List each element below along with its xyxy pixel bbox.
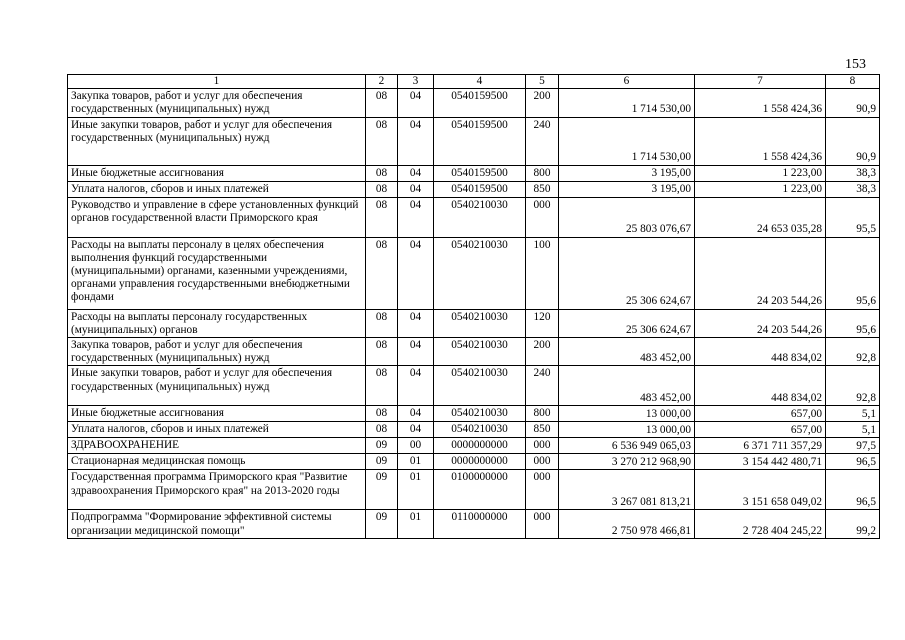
column-header: 6 bbox=[559, 75, 695, 89]
cell-name: Иные бюджетные ассигнования bbox=[68, 165, 366, 181]
cell-subsection: 04 bbox=[398, 181, 434, 197]
cell-name: Уплата налогов, сборов и иных платежей bbox=[68, 422, 366, 438]
cell-section: 09 bbox=[366, 510, 398, 539]
cell-planned: 483 452,00 bbox=[559, 366, 695, 406]
table-row bbox=[68, 454, 880, 470]
cell-target-article: 0540210030 bbox=[434, 309, 526, 337]
cell-expense-type: 000 bbox=[526, 454, 559, 470]
cell-target-article: 0000000000 bbox=[434, 438, 526, 454]
cell-expense-type: 850 bbox=[526, 422, 559, 438]
table-row bbox=[68, 438, 880, 454]
cell-name: Подпрограмма "Формирование эффективной системы организации медицинской помощи" bbox=[68, 510, 366, 539]
cell-planned: 2 750 978 466,81 bbox=[559, 510, 695, 539]
cell-planned: 6 536 949 065,03 bbox=[559, 438, 695, 454]
cell-section: 09 bbox=[366, 454, 398, 470]
cell-subsection: 04 bbox=[398, 338, 434, 366]
cell-name: Стационарная медицинская помощь bbox=[68, 454, 366, 470]
cell-percent: 96,5 bbox=[826, 470, 880, 510]
cell-expense-type: 000 bbox=[526, 510, 559, 539]
cell-subsection: 04 bbox=[398, 89, 434, 117]
cell-percent: 38,3 bbox=[826, 165, 880, 181]
table-row bbox=[68, 89, 880, 117]
cell-expense-type: 200 bbox=[526, 89, 559, 117]
cell-name: ЗДРАВООХРАНЕНИЕ bbox=[68, 438, 366, 454]
cell-subsection: 01 bbox=[398, 454, 434, 470]
column-header: 4 bbox=[434, 75, 526, 89]
column-header: 1 bbox=[68, 75, 366, 89]
cell-target-article: 0110000000 bbox=[434, 510, 526, 539]
table-row bbox=[68, 181, 880, 197]
cell-name: Расходы на выплаты персоналу в целях обеспечения выполнения функций государственными (муниципальными) органами, казенными учреждениями, органами управления государственными внебюджетными фондами bbox=[68, 237, 366, 309]
cell-name: Уплата налогов, сборов и иных платежей bbox=[68, 181, 366, 197]
cell-section: 08 bbox=[366, 165, 398, 181]
cell-executed: 448 834,02 bbox=[695, 338, 826, 366]
cell-target-article: 0100000000 bbox=[434, 470, 526, 510]
cell-expense-type: 000 bbox=[526, 197, 559, 237]
cell-section: 09 bbox=[366, 470, 398, 510]
cell-executed: 24 203 544,26 bbox=[695, 309, 826, 337]
column-header: 7 bbox=[695, 75, 826, 89]
cell-section: 08 bbox=[366, 406, 398, 422]
cell-target-article: 0540210030 bbox=[434, 422, 526, 438]
cell-name: Расходы на выплаты персоналу государственных (муниципальных) органов bbox=[68, 309, 366, 337]
cell-planned: 3 195,00 bbox=[559, 181, 695, 197]
cell-expense-type: 120 bbox=[526, 309, 559, 337]
cell-subsection: 04 bbox=[398, 366, 434, 406]
cell-subsection: 01 bbox=[398, 510, 434, 539]
cell-percent: 95,5 bbox=[826, 197, 880, 237]
cell-planned: 483 452,00 bbox=[559, 338, 695, 366]
table-row bbox=[68, 117, 880, 165]
cell-executed: 1 223,00 bbox=[695, 165, 826, 181]
cell-target-article: 0000000000 bbox=[434, 454, 526, 470]
cell-executed: 657,00 bbox=[695, 422, 826, 438]
table-row bbox=[68, 338, 880, 366]
table-row bbox=[68, 510, 880, 539]
cell-name: Иные закупки товаров, работ и услуг для обеспечения государственных (муниципальных) нужд bbox=[68, 117, 366, 165]
cell-subsection: 04 bbox=[398, 117, 434, 165]
cell-percent: 96,5 bbox=[826, 454, 880, 470]
cell-executed: 6 371 711 357,29 bbox=[695, 438, 826, 454]
cell-percent: 95,6 bbox=[826, 309, 880, 337]
cell-executed: 657,00 bbox=[695, 406, 826, 422]
cell-subsection: 04 bbox=[398, 237, 434, 309]
cell-planned: 3 267 081 813,21 bbox=[559, 470, 695, 510]
cell-section: 08 bbox=[366, 197, 398, 237]
cell-percent: 92,8 bbox=[826, 338, 880, 366]
cell-executed: 24 203 544,26 bbox=[695, 237, 826, 309]
cell-planned: 3 270 212 968,90 bbox=[559, 454, 695, 470]
cell-expense-type: 200 bbox=[526, 338, 559, 366]
table-row bbox=[68, 165, 880, 181]
cell-percent: 90,9 bbox=[826, 89, 880, 117]
cell-target-article: 0540159500 bbox=[434, 117, 526, 165]
cell-section: 08 bbox=[366, 89, 398, 117]
budget-table bbox=[67, 74, 880, 539]
cell-executed: 1 558 424,36 bbox=[695, 89, 826, 117]
page-number: 153 bbox=[845, 57, 866, 72]
column-header: 8 bbox=[826, 75, 880, 89]
column-header: 2 bbox=[366, 75, 398, 89]
cell-executed: 2 728 404 245,22 bbox=[695, 510, 826, 539]
cell-percent: 99,2 bbox=[826, 510, 880, 539]
cell-executed: 3 151 658 049,02 bbox=[695, 470, 826, 510]
cell-target-article: 0540159500 bbox=[434, 165, 526, 181]
cell-executed: 1 223,00 bbox=[695, 181, 826, 197]
cell-subsection: 01 bbox=[398, 470, 434, 510]
cell-section: 08 bbox=[366, 237, 398, 309]
cell-section: 09 bbox=[366, 438, 398, 454]
table-row bbox=[68, 309, 880, 337]
cell-name: Закупка товаров, работ и услуг для обеспечения государственных (муниципальных) нужд bbox=[68, 89, 366, 117]
table-body bbox=[68, 89, 880, 539]
cell-percent: 97,5 bbox=[826, 438, 880, 454]
table-row bbox=[68, 366, 880, 406]
cell-planned: 3 195,00 bbox=[559, 165, 695, 181]
column-header: 3 bbox=[398, 75, 434, 89]
cell-percent: 5,1 bbox=[826, 406, 880, 422]
cell-planned: 25 306 624,67 bbox=[559, 309, 695, 337]
cell-executed: 448 834,02 bbox=[695, 366, 826, 406]
cell-executed: 24 653 035,28 bbox=[695, 197, 826, 237]
cell-expense-type: 240 bbox=[526, 366, 559, 406]
cell-target-article: 0540159500 bbox=[434, 89, 526, 117]
table-row bbox=[68, 237, 880, 309]
cell-percent: 90,9 bbox=[826, 117, 880, 165]
cell-subsection: 04 bbox=[398, 309, 434, 337]
cell-percent: 95,6 bbox=[826, 237, 880, 309]
cell-expense-type: 800 bbox=[526, 165, 559, 181]
cell-percent: 92,8 bbox=[826, 366, 880, 406]
cell-target-article: 0540159500 bbox=[434, 181, 526, 197]
cell-target-article: 0540210030 bbox=[434, 366, 526, 406]
cell-target-article: 0540210030 bbox=[434, 197, 526, 237]
cell-name: Иные бюджетные ассигнования bbox=[68, 406, 366, 422]
cell-section: 08 bbox=[366, 309, 398, 337]
cell-planned: 25 306 624,67 bbox=[559, 237, 695, 309]
cell-section: 08 bbox=[366, 366, 398, 406]
cell-name: Иные закупки товаров, работ и услуг для обеспечения государственных (муниципальных) нужд bbox=[68, 366, 366, 406]
cell-percent: 5,1 bbox=[826, 422, 880, 438]
cell-section: 08 bbox=[366, 117, 398, 165]
cell-target-article: 0540210030 bbox=[434, 406, 526, 422]
cell-percent: 38,3 bbox=[826, 181, 880, 197]
cell-planned: 1 714 530,00 bbox=[559, 89, 695, 117]
cell-name: Государственная программа Приморского края "Развитие здравоохранения Приморского края" на 2013-2020 годы bbox=[68, 470, 366, 510]
cell-planned: 13 000,00 bbox=[559, 406, 695, 422]
cell-expense-type: 000 bbox=[526, 438, 559, 454]
table-header-row bbox=[68, 75, 880, 89]
cell-target-article: 0540210030 bbox=[434, 237, 526, 309]
cell-section: 08 bbox=[366, 181, 398, 197]
cell-name: Закупка товаров, работ и услуг для обеспечения государственных (муниципальных) нужд bbox=[68, 338, 366, 366]
cell-section: 08 bbox=[366, 338, 398, 366]
cell-subsection: 00 bbox=[398, 438, 434, 454]
cell-expense-type: 240 bbox=[526, 117, 559, 165]
table-row bbox=[68, 406, 880, 422]
cell-executed: 3 154 442 480,71 bbox=[695, 454, 826, 470]
cell-name: Руководство и управление в сфере установленных функций органов государственной власти Приморского края bbox=[68, 197, 366, 237]
cell-expense-type: 100 bbox=[526, 237, 559, 309]
cell-subsection: 04 bbox=[398, 406, 434, 422]
cell-expense-type: 800 bbox=[526, 406, 559, 422]
cell-section: 08 bbox=[366, 422, 398, 438]
table-row bbox=[68, 422, 880, 438]
cell-target-article: 0540210030 bbox=[434, 338, 526, 366]
cell-expense-type: 000 bbox=[526, 470, 559, 510]
cell-planned: 13 000,00 bbox=[559, 422, 695, 438]
table-row bbox=[68, 197, 880, 237]
cell-subsection: 04 bbox=[398, 422, 434, 438]
cell-subsection: 04 bbox=[398, 197, 434, 237]
table-row bbox=[68, 470, 880, 510]
cell-subsection: 04 bbox=[398, 165, 434, 181]
cell-planned: 1 714 530,00 bbox=[559, 117, 695, 165]
cell-planned: 25 803 076,67 bbox=[559, 197, 695, 237]
cell-expense-type: 850 bbox=[526, 181, 559, 197]
cell-executed: 1 558 424,36 bbox=[695, 117, 826, 165]
column-header: 5 bbox=[526, 75, 559, 89]
